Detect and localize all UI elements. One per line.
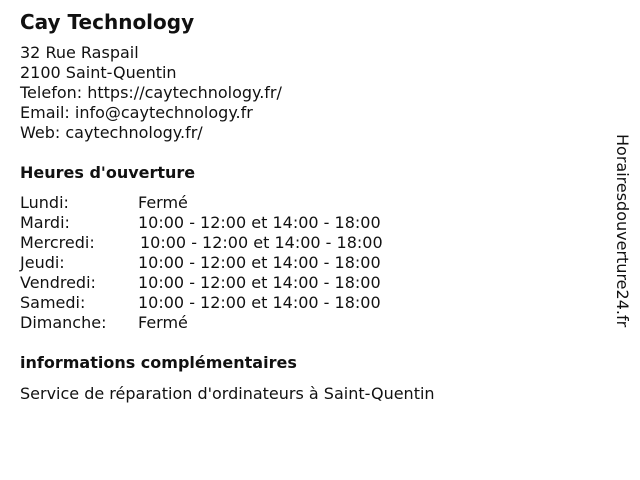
day-hours: 10:00 - 12:00 et 14:00 - 18:00 xyxy=(138,293,381,312)
business-name: Cay Technology xyxy=(20,10,195,34)
contact-block xyxy=(20,43,282,143)
opening-hours-heading: Heures d'ouverture xyxy=(20,163,196,182)
day-hours: Fermé xyxy=(138,193,188,212)
day-label: Jeudi: xyxy=(20,253,65,272)
phone-line: Telefon: https://caytechnology.fr/ xyxy=(20,83,282,102)
site-watermark: Horairesdouverture24.fr xyxy=(613,134,632,328)
day-label: Samedi: xyxy=(20,293,86,312)
address-city: 2100 Saint-Quentin xyxy=(20,63,177,82)
email-line: Email: info@caytechnology.fr xyxy=(20,103,253,122)
day-hours: 10:00 - 12:00 et 14:00 - 18:00 xyxy=(138,253,381,272)
day-hours: 10:00 - 12:00 et 14:00 - 18:00 xyxy=(138,273,381,292)
day-label: Lundi: xyxy=(20,193,69,212)
day-hours: 10:00 - 12:00 et 14:00 - 18:00 xyxy=(138,213,381,232)
additional-info-text: Service de réparation d'ordinateurs à Saint-Quentin xyxy=(20,384,435,403)
address-street: 32 Rue Raspail xyxy=(20,43,139,62)
day-label: Mardi: xyxy=(20,213,70,232)
day-hours: 10:00 - 12:00 et 14:00 - 18:00 xyxy=(140,233,383,252)
day-label: Dimanche: xyxy=(20,313,107,332)
web-line: Web: caytechnology.fr/ xyxy=(20,123,203,142)
day-label: Vendredi: xyxy=(20,273,96,292)
day-label: Mercredi: xyxy=(20,233,95,252)
additional-info-heading: informations complémentaires xyxy=(20,353,297,372)
day-hours: Fermé xyxy=(138,313,188,332)
